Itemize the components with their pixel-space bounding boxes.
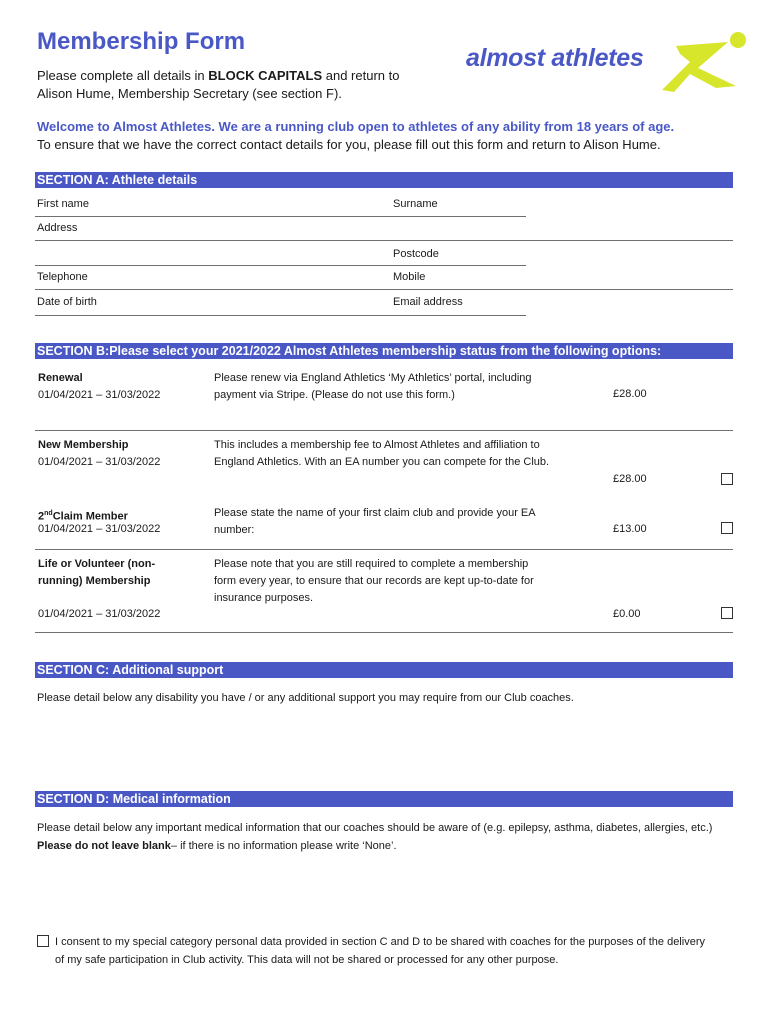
divider	[35, 549, 733, 550]
telephone-label: Telephone	[37, 271, 88, 283]
consent-text: I consent to my special category personal data provided in section C and D to be shared with coaches for the purposes of the delivery of my safe participation in Club activity. This data will not be shared or processed for any other purpose.	[55, 936, 705, 966]
dob-label: Date of birth	[37, 296, 97, 308]
option-renewal-name: Renewal	[38, 372, 83, 384]
dob-field[interactable]	[35, 315, 526, 316]
divider	[35, 632, 733, 633]
first-name-field[interactable]	[35, 216, 526, 217]
postcode-label: Postcode	[393, 248, 439, 260]
option-life-desc: Please note that you are still required to complete a membership form every year, to ensure that our records are kept up-to-date for insurance purposes.	[214, 558, 534, 604]
mobile-label: Mobile	[393, 271, 426, 283]
option-new-name: New Membership	[38, 439, 129, 451]
welcome-heading: Welcome to Almost Athletes. We are a running club open to athletes of any ability from 18 years of age.	[37, 119, 675, 134]
option-second-claim-checkbox[interactable]	[721, 522, 733, 534]
section-a-heading: SECTION A: Athlete details	[35, 172, 733, 188]
consent-checkbox[interactable]	[37, 935, 49, 947]
option-renewal-price: £28.00	[613, 388, 647, 400]
divider	[35, 430, 733, 431]
address-label: Address	[37, 222, 78, 234]
section-b-heading: SECTION B:Please select your 2021/2022 Almost Athletes membership status from the following options:	[35, 343, 733, 359]
section-c-text: Please detail below any disability you have / or any additional support you may require from our Club coaches.	[37, 692, 574, 704]
address-field[interactable]	[35, 240, 733, 241]
surname-label: Surname	[393, 198, 438, 210]
option-life-checkbox[interactable]	[721, 607, 733, 619]
welcome-subtext: To ensure that we have the correct contact details for you, please fill out this form and return to Alison Hume.	[37, 137, 661, 152]
telephone-field[interactable]	[35, 289, 733, 290]
option-new-checkbox[interactable]	[721, 473, 733, 485]
logo-text: almost athletes	[466, 44, 644, 72]
first-name-label: First name	[37, 198, 89, 210]
option-second-claim-date: 01/04/2021 – 31/03/2022	[38, 523, 161, 535]
option-second-claim-desc: Please state the name of your first claim club and provide your EA number:	[214, 507, 535, 536]
option-renewal-date: 01/04/2021 – 31/03/2022	[38, 389, 161, 401]
option-renewal-desc: Please renew via England Athletics ‘My Athletics’ portal, including payment via Stripe. (Please do not use this form.)	[214, 372, 532, 401]
postcode-field[interactable]	[35, 265, 526, 266]
option-life-name: Life or Volunteer (non-running) Membership	[38, 558, 156, 587]
intro-text: Please complete all details in BLOCK CAPITALS and return to Alison Hume, Membership Secretary (see section F).	[37, 68, 400, 101]
option-new-date: 01/04/2021 – 31/03/2022	[38, 456, 161, 468]
option-life-date: 01/04/2021 – 31/03/2022	[38, 608, 161, 620]
page-title: Membership Form	[37, 28, 246, 55]
section-d-text: Please detail below any important medical information that our coaches should be aware of (e.g. epilepsy, asthma, diabetes, allergies, etc.) Please do not leave blank– if there is no information please write ‘None’.	[37, 822, 713, 852]
option-new-desc: This includes a membership fee to Almost Athletes and affiliation to England Athletics. With an EA number you can compete for the Club.	[214, 439, 550, 468]
option-second-claim-name: 2ndClaim Member	[38, 510, 128, 523]
option-new-price: £28.00	[613, 473, 647, 485]
email-label: Email address	[393, 296, 463, 308]
option-second-claim-price: £13.00	[613, 523, 647, 535]
section-c-heading: SECTION C: Additional support	[35, 662, 733, 678]
section-d-heading: SECTION D: Medical information	[35, 791, 733, 807]
option-life-price: £0.00	[613, 608, 641, 620]
